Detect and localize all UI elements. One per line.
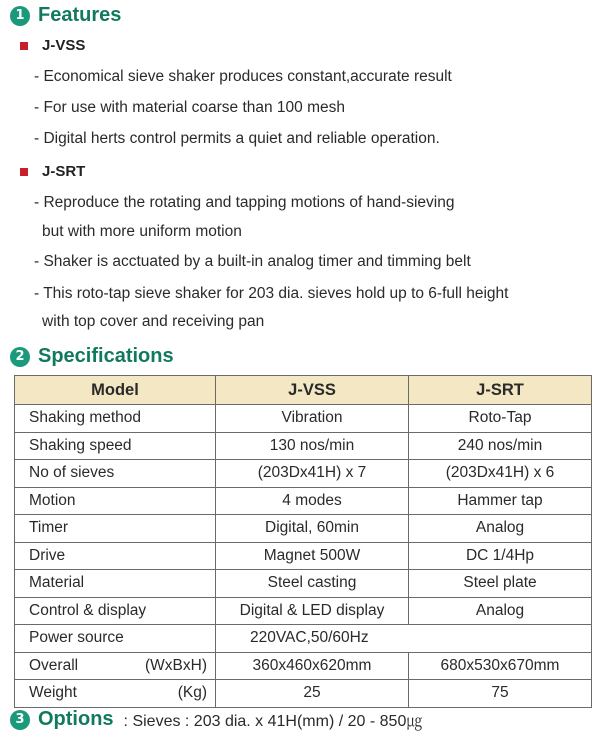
row-label: Material xyxy=(15,570,216,598)
feature-bullet: - Reproduce the rotating and tapping motions of hand-sieving xyxy=(34,194,455,211)
specifications-heading xyxy=(10,345,174,368)
row-label: Drive xyxy=(15,542,216,570)
row-label: Power source xyxy=(15,625,216,653)
section-number-badge: 2 xyxy=(10,347,30,367)
cell-jvss: Digital, 60min xyxy=(216,515,409,543)
feature-bullet: - For use with material coarse than 100 mesh xyxy=(34,99,345,116)
feature-bullet-continuation: but with more uniform motion xyxy=(42,223,242,240)
cell-jsrt: Hammer tap xyxy=(409,487,592,515)
cell-jvss: (203Dx41H) x 7 xyxy=(216,460,409,488)
model-name: J-VSS xyxy=(42,37,86,54)
table-row xyxy=(15,652,592,680)
square-bullet-icon xyxy=(20,42,28,50)
section-number-badge: 1 xyxy=(10,6,30,26)
cell-merged: 220VAC,50/60Hz xyxy=(216,625,592,653)
cell-jvss: 25 xyxy=(216,680,409,708)
cell-jvss: 130 nos/min xyxy=(216,432,409,460)
cell-jsrt: 75 xyxy=(409,680,592,708)
cell-jvss: Digital & LED display xyxy=(216,597,409,625)
cell-jsrt: Steel plate xyxy=(409,570,592,598)
cell-jsrt: Analog xyxy=(409,515,592,543)
row-label: Shaking method xyxy=(15,405,216,433)
feature-bullet: - Digital herts control permits a quiet and reliable operation. xyxy=(34,130,440,147)
cell-jsrt: Analog xyxy=(409,597,592,625)
row-label: Shaking speed xyxy=(15,432,216,460)
table-row xyxy=(15,432,592,460)
cell-jvss: Steel casting xyxy=(216,570,409,598)
cell-jvss: 4 modes xyxy=(216,487,409,515)
options-line xyxy=(10,708,422,731)
cell-jvss: Magnet 500W xyxy=(216,542,409,570)
cell-jsrt: Roto-Tap xyxy=(409,405,592,433)
row-label-unit: (Kg) xyxy=(177,684,207,702)
column-header: Model xyxy=(15,376,216,405)
column-header: J-VSS xyxy=(216,376,409,405)
cell-jvss: 360x460x620mm xyxy=(216,652,409,680)
table-row xyxy=(15,460,592,488)
feature-bullet: - This roto-tap sieve shaker for 203 dia. sieves hold up to 6-full height xyxy=(34,285,509,302)
row-label: Timer xyxy=(15,515,216,543)
cell-jsrt: (203Dx41H) x 6 xyxy=(409,460,592,488)
row-label-cell xyxy=(15,652,216,680)
square-bullet-icon xyxy=(20,168,28,176)
feature-bullet: - Economical sieve shaker produces constant,accurate result xyxy=(34,68,452,85)
section-number-badge: 3 xyxy=(10,710,30,730)
table-row xyxy=(15,597,592,625)
model-heading-jvss xyxy=(20,37,85,54)
model-name: J-SRT xyxy=(42,163,86,180)
cell-jsrt: 240 nos/min xyxy=(409,432,592,460)
table-header-row xyxy=(15,376,592,405)
model-heading-jsrt xyxy=(20,163,85,180)
table-row xyxy=(15,487,592,515)
column-header: J-SRT xyxy=(409,376,592,405)
cell-jvss: Vibration xyxy=(216,405,409,433)
options-text: : Sieves : 203 dia. x 41H(mm) / 20 - 850㎍ xyxy=(123,713,423,730)
specifications-table xyxy=(14,375,592,708)
row-label-cell xyxy=(15,680,216,708)
features-title: Features xyxy=(38,4,122,26)
features-heading xyxy=(10,4,121,27)
row-label: Weight xyxy=(29,684,77,702)
table-row xyxy=(15,542,592,570)
cell-jsrt: DC 1/4Hp xyxy=(409,542,592,570)
table-row xyxy=(15,405,592,433)
options-title: Options xyxy=(38,708,114,730)
row-label: Overall xyxy=(29,656,79,674)
cell-jsrt: 680x530x670mm xyxy=(409,652,592,680)
table-row xyxy=(15,680,592,708)
table-row xyxy=(15,625,592,653)
row-label: No of sieves xyxy=(15,460,216,488)
feature-bullet-continuation: with top cover and receiving pan xyxy=(42,313,265,330)
row-label-unit: (WxBxH) xyxy=(145,656,207,674)
table-row xyxy=(15,515,592,543)
feature-bullet: - Shaker is acctuated by a built-in analog timer and timming belt xyxy=(34,253,471,270)
specifications-title: Specifications xyxy=(38,345,174,367)
row-label: Control & display xyxy=(15,597,216,625)
row-label: Motion xyxy=(15,487,216,515)
table-row xyxy=(15,570,592,598)
